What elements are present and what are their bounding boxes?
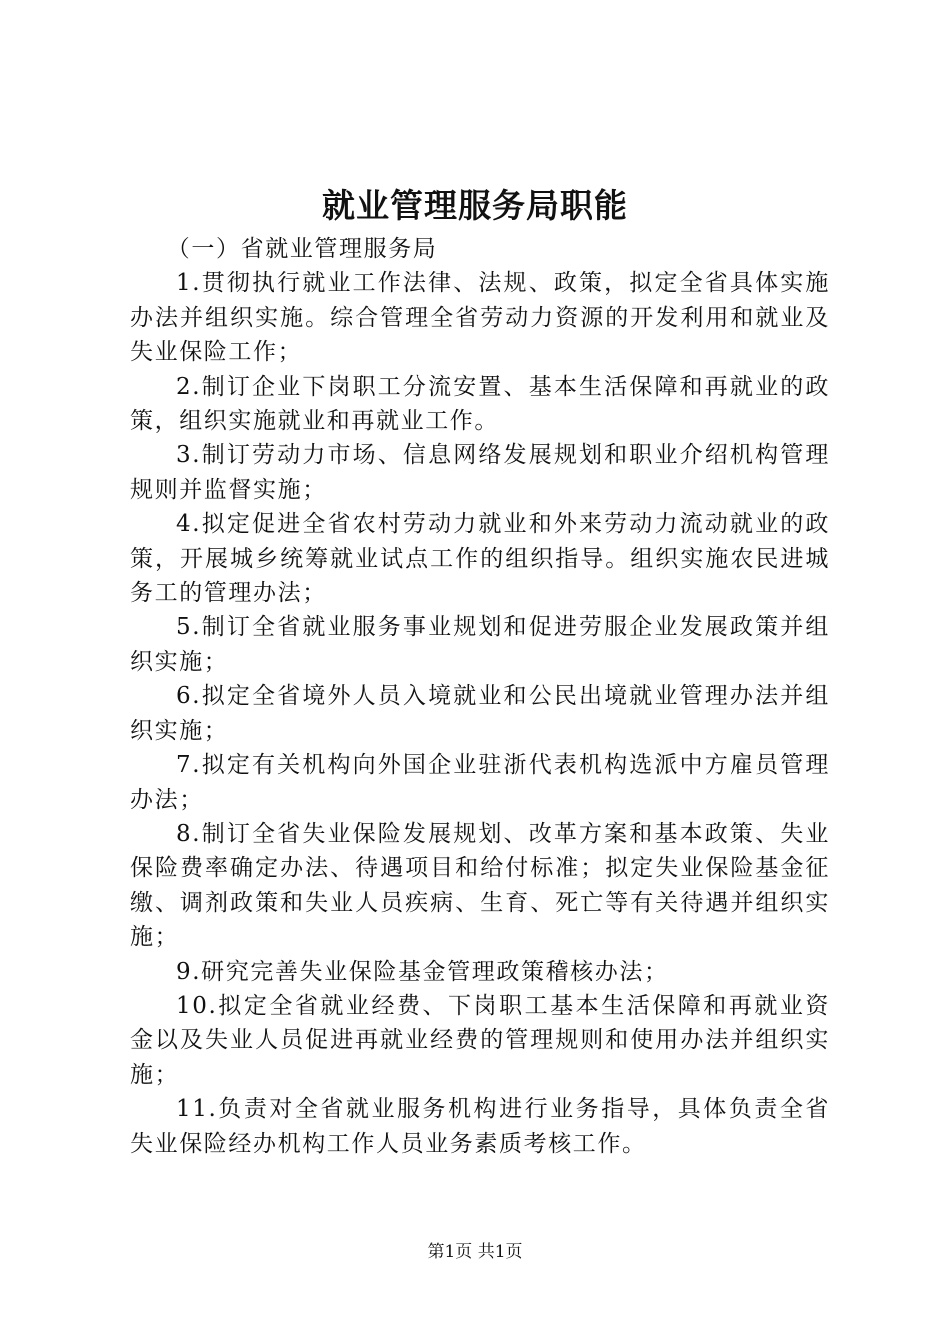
duty-item-6: 6.拟定全省境外人员入境就业和公民出境就业管理办法并组织实施； <box>130 683 830 744</box>
duty-item-10: 10.拟定全省就业经费、下岗职工基本生活保障和再就业资金以及失业人员促进再就业经费的管理规则和使用办法并组织实施； <box>130 992 830 1088</box>
document-body <box>130 232 830 1161</box>
section-heading: （一）省就业管理服务局 <box>166 236 438 262</box>
document-title: 就业管理服务局职能 <box>322 186 628 225</box>
duty-item-4: 4.拟定促进全省农村劳动力就业和外来劳动力流动就业的政策，开展城乡统筹就业试点工作的组织指导。组织实施农民进城务工的管理办法； <box>130 511 830 607</box>
duty-item-2: 2.制订企业下岗职工分流安置、基本生活保障和再就业的政策，组织实施就业和再就业工作。 <box>130 373 830 435</box>
duty-item-11: 11.负责对全省就业服务机构进行业务指导，具体负责全省失业保险经办机构工作人员业务素质考核工作。 <box>130 1096 830 1157</box>
duty-item-5: 5.制订全省就业服务事业规划和促进劳服企业发展政策并组织实施； <box>130 614 830 675</box>
duty-item-1: 1.贯彻执行就业工作法律、法规、政策，拟定全省具体实施办法并组织实施。综合管理全省劳动力资源的开发利用和就业及失业保险工作； <box>130 270 830 366</box>
page-footer: 第1页 共1页 <box>427 1242 523 1262</box>
duty-item-7: 7.拟定有关机构向外国企业驻浙代表机构选派中方雇员管理办法； <box>130 752 830 813</box>
duty-item-9: 9.研究完善失业保险基金管理政策稽核办法； <box>176 958 669 985</box>
duty-item-8: 8.制订全省失业保险发展规划、改革方案和基本政策、失业保险费率确定办法、待遇项目和给付标准；拟定失业保险基金征缴、调剂政策和失业人员疾病、生育、死亡等有关待遇并组织实施； <box>130 820 830 951</box>
duty-item-3: 3.制订劳动力市场、信息网络发展规划和职业介绍机构管理规则并监督实施； <box>130 442 830 503</box>
